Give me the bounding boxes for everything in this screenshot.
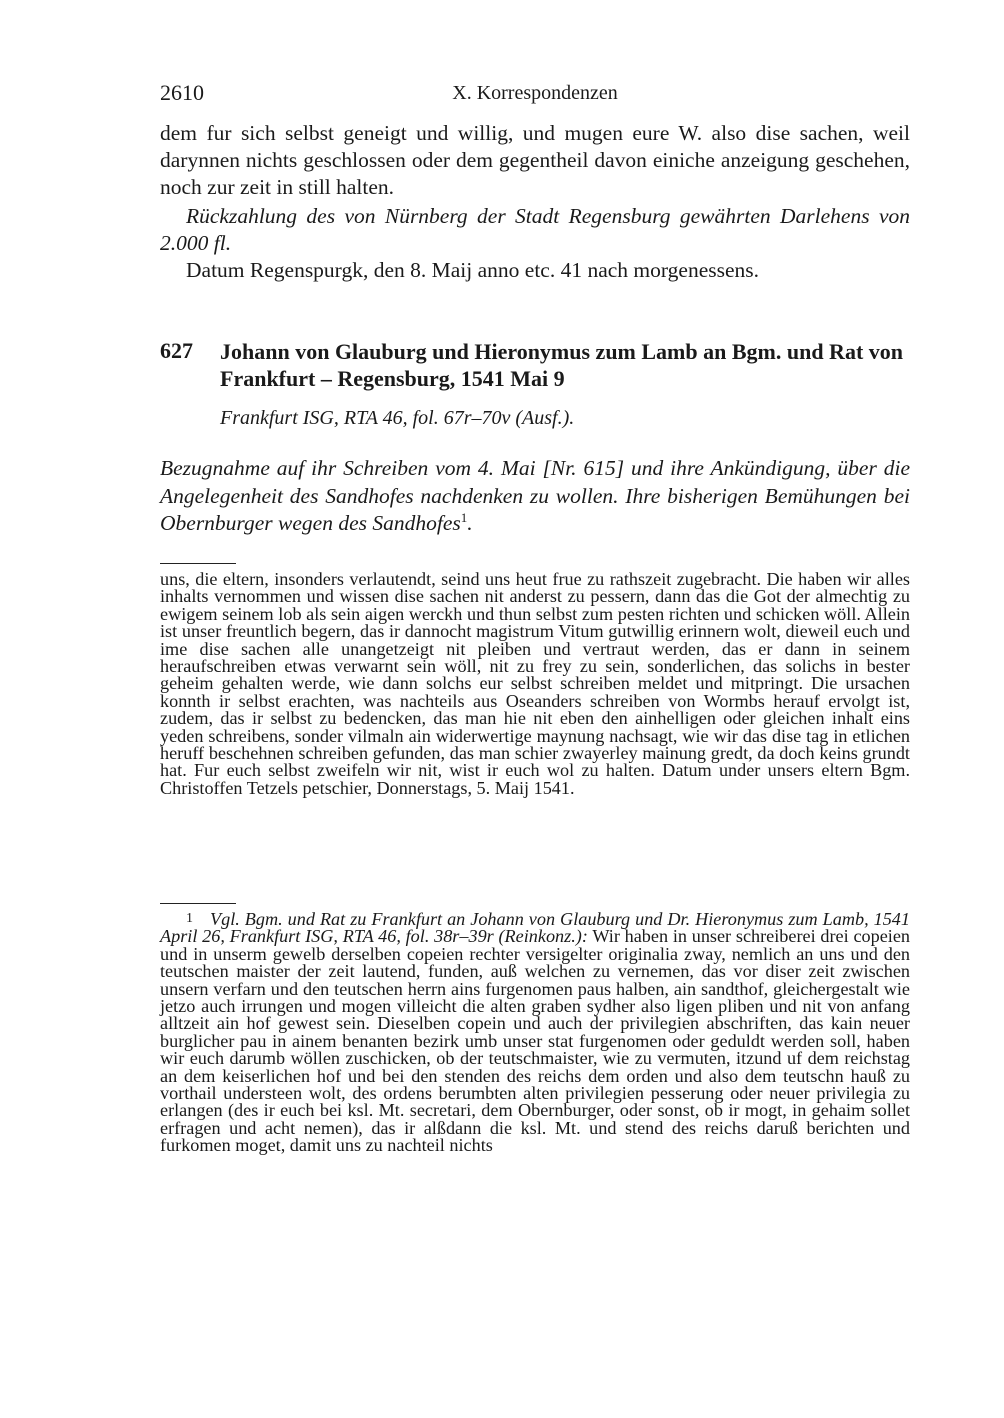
footnote-reference[interactable]: 1 — [460, 509, 468, 525]
footnote-1 — [160, 910, 910, 1155]
document-source: Frankfurt ISG, RTA 46, fol. 67r–70v (Ausf.). — [220, 407, 575, 429]
previous-letter-summary: Rückzahlung des von Nürnberg der Stadt Regensburg gewährten Darlehens von 2.000 fl. — [160, 204, 910, 255]
previous-letter-datum: Datum Regenspurgk, den 8. Maij anno etc. 41 nach morgenessens. — [186, 258, 760, 282]
document-regest — [160, 455, 910, 538]
footnote-text: Wir haben in unser schreiberei drei copeien und in unserm gewelb derselben copeien rechter versigelter originalia zway, nemlich an uns und den teutschen maister der zeit lautend, funden, auß welchen zu vernemen, das vor diser zeit zwischen unsern verfarn und den teutschen herrn ains furgenomen paus halben, ain sandthof, gleichergestalt wie jetzo auch irrungen und mogen villeicht die alten graben sydher also ligen pliben und nit von anfang alltzeit ain hof gewest sein. Dieselben copein und auch der privilegien abschriften, das kain neuer burglicher pau in ainem benanten bezirk umb unser stat furgenomen oder geduldt werden soll, haben wir euch darumb wöllen zuschicken, ob der teutschmaister, wie zu vermuten, itzund uf dem reichstag an dem keiserlichen hof und bei den stenden des reichs dem orden und also dem teutschn hauß zu vorthail understeen wolt, des ordens berumbten alten privilegien pesserung oder neuer privilegia zu erlangen (des ir euch bei ksl. Mt. secretari, dem Obernburger, oder sonst, ob ir mogt, in gehaim sollet erfragen und acht nemen), das ir alßdann die ksl. Mt. und stend des reichs daruß berichten und furkomen moget, damit uns zu nachteil nichts — [160, 926, 910, 1156]
footnote-continuation: uns, die eltern, insonders verlautendt, seind uns heut frue zu rathszeit zugebracht. Die haben wir alles inhalts vernommen und wissen dise sachen nit anderst zu pessern, dann das die Got der almechtig zu ewigem seinem lob als sein aigen werckh und thun selbst zum pesten richten und schicken wöll. Allein ist unser freuntlich begern, das ir dannocht magistrum Vitum gutwillig erinnern wolt, dieweil euch und ime dise sachen alle unangetzeigt nit pleiben und vertraut werden, das er dann in seinem heraufschreiben etwas verwarnt sein wöll, nit zu frey zu sein, sonderlichen, das solichs in bester geheim gehalten werde, wie dann solchs eur selbst schreiben meldet und mitpringt. Die ursachen konnth ir selbst erachten, was nachteils aus Oseanders schreiben von Wormbs herauf ervolgt ist, zudem, das ir selbst zu bedencken, das man hie nit eben den ainhelligen oder gleichen inhalt eins yeden schreibens, sonder vilmaln ain widerwertige maynung nachsagt, wie wir das dise tag in etlichen heruff beschehnen schreiben gefunden, das man schier zwayerley mainung gredt, da doch keins grundt hat. Fur euch selbst zweifeln wir nit, wist ir euch wol zu halten. Datum under unsers eltern Bgm. Christoffen Tetzels petschier, Donnerstags, 5. Maij 1541. — [160, 569, 910, 798]
previous-letter-ending: dem fur sich selbst geneigt und willig, und mugen eure W. also dise sachen, weil darynnen nichts geschlossen oder dem gegentheil davon einiche anzeigung geschehen, noch zur zeit in still halten. — [160, 121, 910, 199]
footnote-number: 1 — [186, 911, 193, 926]
footnote-citation: Vgl. Bgm. und Rat zu Frankfurt an Johann von Glauburg und Dr. Hieronymus zum Lamb, 1541 April 26, Frankfurt ISG, RTA 46, fol. 38r–39r (Reinkonz.): — [160, 909, 910, 947]
document-title: Johann von Glauburg und Hieronymus zum Lamb an Bgm. und Rat von Frankfurt – Regensburg, 1541 Mai 9 — [220, 339, 904, 391]
running-title: X. Korrespondenzen — [452, 82, 618, 104]
page-number: 2610 — [160, 80, 204, 105]
document-number: 627 — [160, 338, 193, 363]
regest-text: Bezugnahme auf ihr Schreiben vom 4. Mai [Nr. 615] und ihre Ankündigung, über die Angelegenheit des Sandhofes nachdenken zu wollen. Ihre bisherigen Bemühungen bei Obernburger wegen des Sandhofes — [160, 456, 910, 535]
footnote-divider — [160, 563, 236, 564]
regest-end: . — [467, 511, 473, 535]
footnote-divider — [160, 903, 236, 904]
